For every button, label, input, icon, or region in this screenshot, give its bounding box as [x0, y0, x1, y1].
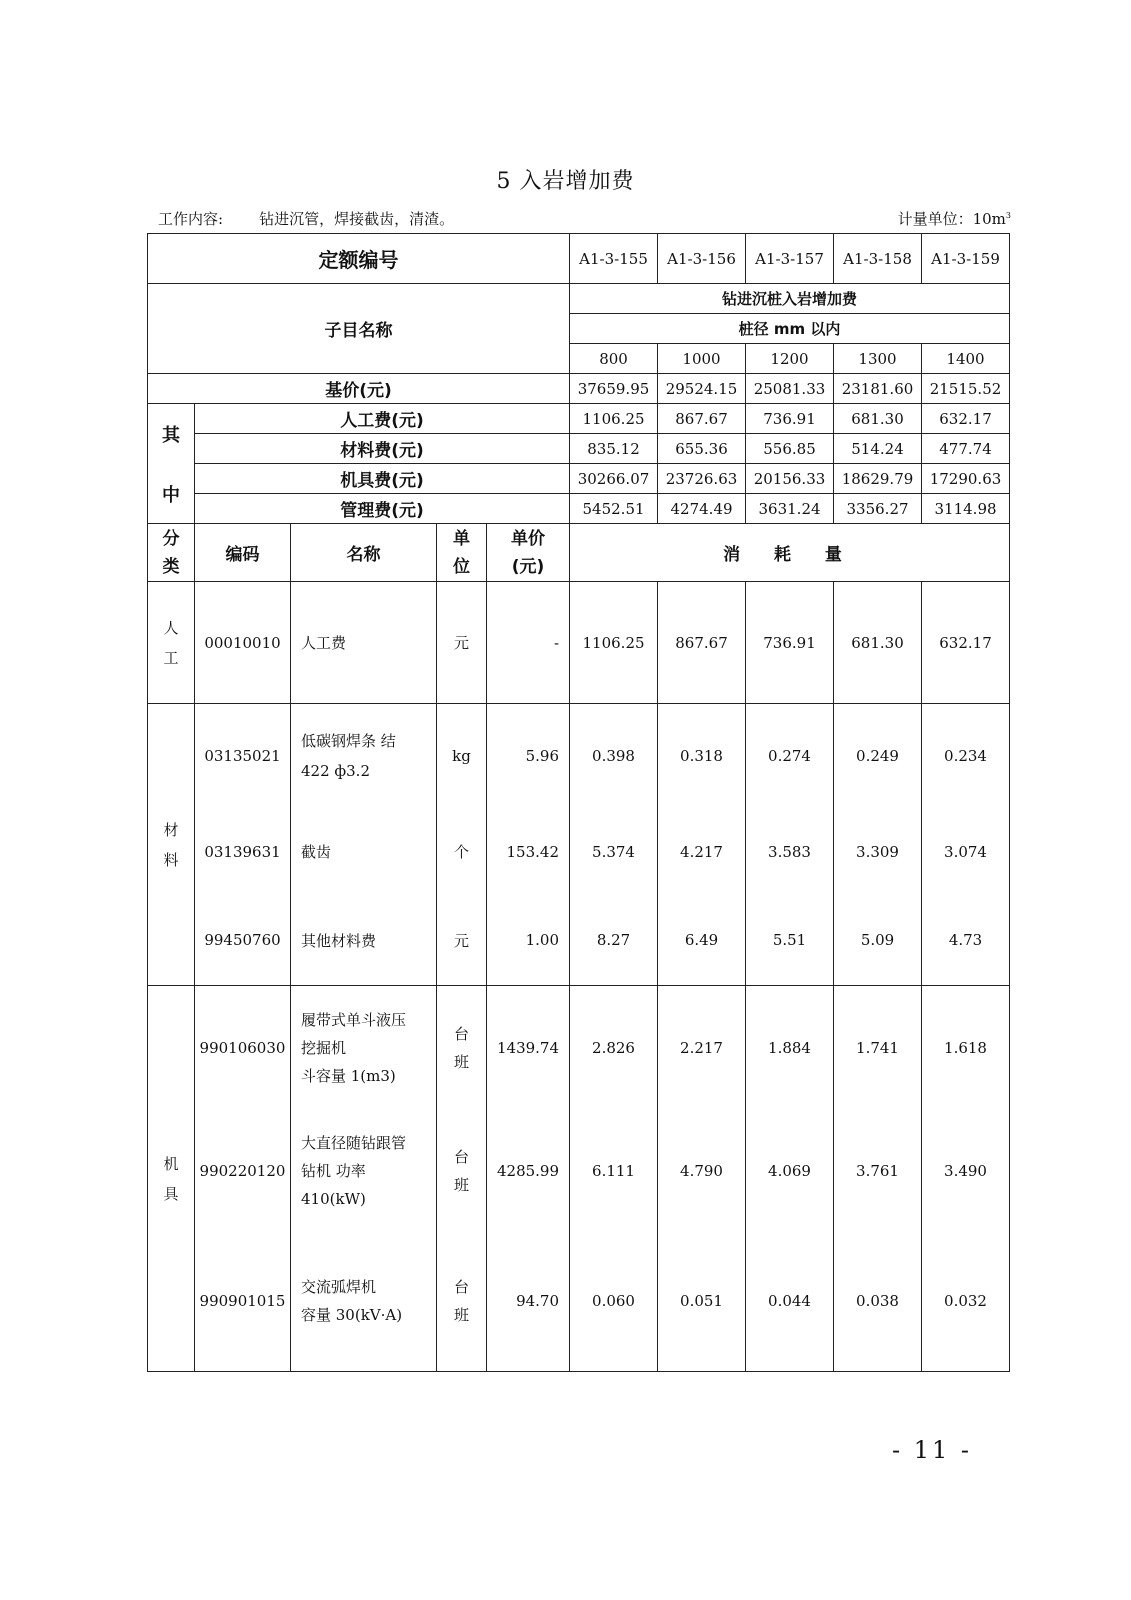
- consumption-cell: 0.274: [746, 704, 834, 808]
- item-name: [291, 704, 437, 808]
- item-unit: kg: [437, 704, 487, 808]
- table-row: [148, 808, 1010, 896]
- item-name: [291, 986, 437, 1110]
- consumption-cell: 5.374: [570, 808, 658, 896]
- consumption-cell: 3.490: [922, 1110, 1010, 1232]
- consumption-cell: 4.790: [658, 1110, 746, 1232]
- breakdown-cell: 20156.33: [746, 464, 834, 494]
- consumption-cell: 8.27: [570, 896, 658, 986]
- category-char: 人: [163, 618, 179, 637]
- breakdown-cell: 18629.79: [834, 464, 922, 494]
- base-price-row: [148, 374, 1010, 404]
- col-code: 编码: [195, 524, 291, 582]
- item-name-label: 子目名称: [148, 284, 570, 374]
- breakdown-cell: 867.67: [658, 404, 746, 434]
- consumption-cell: 1106.25: [570, 582, 658, 704]
- category-char: 具: [163, 1184, 179, 1203]
- consumption-cell: 632.17: [922, 582, 1010, 704]
- item-name-line: 大直径随钻跟管: [301, 1133, 407, 1152]
- item-price: -: [487, 582, 570, 704]
- item-name-line: 低碳钢焊条 结: [301, 731, 396, 750]
- category-char: 工: [163, 648, 179, 667]
- breakdown-cell: 477.74: [922, 434, 1010, 464]
- item-code: 990901015: [195, 1232, 291, 1372]
- table-row: [148, 986, 1010, 1110]
- page-title: 5 入岩增加费: [496, 169, 635, 194]
- col-category-char: 类: [162, 556, 180, 577]
- item-unit-char: 班: [453, 1175, 469, 1194]
- breakdown-cell: 556.85: [746, 434, 834, 464]
- table-row: [148, 582, 1010, 704]
- breakdown-label: 材料费(元): [195, 434, 570, 464]
- item-price: 4285.99: [487, 1110, 570, 1232]
- consumption-cell: 0.234: [922, 704, 1010, 808]
- breakdown-cell: 681.30: [834, 404, 922, 434]
- breakdown-cell: 3356.27: [834, 494, 922, 524]
- breakdown-cell: 514.24: [834, 434, 922, 464]
- item-unit: [437, 1232, 487, 1372]
- item-price: 1.00: [487, 896, 570, 986]
- col-unit-char: 位: [453, 556, 470, 577]
- item-code: 00010010: [195, 582, 291, 704]
- base-price-cell: 25081.33: [746, 374, 834, 404]
- consumption-cell: 5.09: [834, 896, 922, 986]
- item-unit: 个: [437, 808, 487, 896]
- among-char-1: 其: [162, 424, 180, 446]
- item-unit: 元: [437, 582, 487, 704]
- among-label: [148, 404, 195, 524]
- work-content: [158, 208, 454, 229]
- base-price-cell: 29524.15: [658, 374, 746, 404]
- work-content-text: 钻进沉管，焊接截齿，清渣。: [259, 210, 455, 228]
- item-name-line: 斗容量 1(m3): [301, 1066, 396, 1085]
- quota-code: A1-3-155: [570, 234, 658, 284]
- col-price-unit: (元): [511, 556, 545, 577]
- breakdown-cell: 17290.63: [922, 464, 1010, 494]
- breakdown-row: [148, 434, 1010, 464]
- work-content-label: 工作内容:: [158, 210, 224, 228]
- breakdown-cell: 23726.63: [658, 464, 746, 494]
- item-code: 990106030: [195, 986, 291, 1110]
- column-header-row: [148, 524, 1010, 582]
- item-name-row: [148, 284, 1010, 314]
- col-name: 名称: [291, 524, 437, 582]
- diameter-cell: 1400: [922, 344, 1010, 374]
- breakdown-label: 机具费(元): [195, 464, 570, 494]
- consumption-cell: 4.73: [922, 896, 1010, 986]
- quota-code: A1-3-159: [922, 234, 1010, 284]
- item-subtitle: 桩径 mm 以内: [570, 314, 1010, 344]
- breakdown-row: [148, 494, 1010, 524]
- quota-code: A1-3-156: [658, 234, 746, 284]
- breakdown-cell: 3114.98: [922, 494, 1010, 524]
- item-price: 94.70: [487, 1232, 570, 1372]
- item-price: 5.96: [487, 704, 570, 808]
- col-price: [487, 524, 570, 582]
- table-row: [148, 1232, 1010, 1372]
- consumption-cell: 1.618: [922, 986, 1010, 1110]
- consumption-cell: 3.583: [746, 808, 834, 896]
- item-code: 03135021: [195, 704, 291, 808]
- consumption-cell: 1.741: [834, 986, 922, 1110]
- unit-superscript: 3: [1005, 211, 1011, 220]
- item-unit: [437, 986, 487, 1110]
- consumption-cell: 0.249: [834, 704, 922, 808]
- item-price: 1439.74: [487, 986, 570, 1110]
- consumption-cell: 3.074: [922, 808, 1010, 896]
- breakdown-cell: 736.91: [746, 404, 834, 434]
- item-code: 03139631: [195, 808, 291, 896]
- consumption-cell: 6.111: [570, 1110, 658, 1232]
- breakdown-cell: 632.17: [922, 404, 1010, 434]
- col-consumption-label: 消 耗 量: [723, 545, 856, 565]
- item-name: [291, 1110, 437, 1232]
- quota-no-label: 定额编号: [148, 234, 570, 284]
- col-unit-char: 单: [453, 528, 470, 549]
- item-name: 其他材料费: [291, 896, 437, 986]
- consumption-cell: 4.217: [658, 808, 746, 896]
- consumption-cell: 0.060: [570, 1232, 658, 1372]
- breakdown-cell: 5452.51: [570, 494, 658, 524]
- base-price-cell: 37659.95: [570, 374, 658, 404]
- item-unit: 元: [437, 896, 487, 986]
- consumption-cell: 1.884: [746, 986, 834, 1110]
- breakdown-cell: 835.12: [570, 434, 658, 464]
- category-char: 料: [163, 850, 179, 869]
- col-consumption: [570, 524, 1010, 582]
- consumption-cell: 2.217: [658, 986, 746, 1110]
- category-char: 机: [163, 1154, 179, 1173]
- table-row: [148, 704, 1010, 808]
- item-code: 990220120: [195, 1110, 291, 1232]
- consumption-cell: 4.069: [746, 1110, 834, 1232]
- col-category-char: 分: [162, 528, 180, 549]
- item-name-line: 422 ф3.2: [301, 761, 370, 780]
- page-number: - 11 -: [892, 1436, 973, 1464]
- item-price: 153.42: [487, 808, 570, 896]
- consumption-cell: 0.051: [658, 1232, 746, 1372]
- table-row: [148, 896, 1010, 986]
- diameter-cell: 1300: [834, 344, 922, 374]
- consumption-cell: 0.038: [834, 1232, 922, 1372]
- item-unit: [437, 1110, 487, 1232]
- item-name-line: 容量 30(kV·A): [301, 1306, 403, 1325]
- quota-table: [147, 233, 1010, 1372]
- breakdown-label: 人工费(元): [195, 404, 570, 434]
- item-name-line: 410(kW): [301, 1189, 366, 1208]
- breakdown-cell: 655.36: [658, 434, 746, 464]
- col-unit: [437, 524, 487, 582]
- item-name-line: 履带式单斗液压: [301, 1010, 407, 1029]
- item-unit-char: 班: [453, 1052, 469, 1071]
- item-name: 人工费: [291, 582, 437, 704]
- item-name-line: 钻机 功率: [301, 1161, 366, 1180]
- base-price-cell: 23181.60: [834, 374, 922, 404]
- consumption-cell: 6.49: [658, 896, 746, 986]
- breakdown-cell: 4274.49: [658, 494, 746, 524]
- category-labor: [148, 582, 195, 704]
- quota-code: A1-3-158: [834, 234, 922, 284]
- consumption-cell: 0.318: [658, 704, 746, 808]
- item-unit-char: 班: [453, 1306, 469, 1325]
- consumption-cell: 3.761: [834, 1110, 922, 1232]
- item-title: 钻进沉桩入岩增加费: [570, 284, 1010, 314]
- breakdown-cell: 3631.24: [746, 494, 834, 524]
- unit-label: 计量单位：10m: [897, 210, 1006, 228]
- diameter-cell: 1000: [658, 344, 746, 374]
- consumption-cell: 0.032: [922, 1232, 1010, 1372]
- breakdown-row: [148, 464, 1010, 494]
- base-price-label: 基价(元): [148, 374, 570, 404]
- breakdown-label: 管理费(元): [195, 494, 570, 524]
- diameter-cell: 1200: [746, 344, 834, 374]
- consumption-cell: 867.67: [658, 582, 746, 704]
- item-name: 截齿: [291, 808, 437, 896]
- quota-number-row: [148, 234, 1010, 284]
- breakdown-row: [148, 404, 1010, 434]
- item-unit-char: 台: [453, 1147, 469, 1166]
- consumption-cell: 681.30: [834, 582, 922, 704]
- breakdown-cell: 30266.07: [570, 464, 658, 494]
- item-code: 99450760: [195, 896, 291, 986]
- item-unit-char: 台: [453, 1024, 469, 1043]
- item-name: [291, 1232, 437, 1372]
- among-char-2: 中: [162, 484, 180, 506]
- col-price-label: 单价: [511, 528, 545, 549]
- quota-code: A1-3-157: [746, 234, 834, 284]
- consumption-cell: 736.91: [746, 582, 834, 704]
- base-price-cell: 21515.52: [922, 374, 1010, 404]
- measurement-unit: [898, 208, 1011, 229]
- category-material: [148, 704, 195, 986]
- category-machine: [148, 986, 195, 1372]
- breakdown-cell: 1106.25: [570, 404, 658, 434]
- consumption-cell: 2.826: [570, 986, 658, 1110]
- consumption-cell: 5.51: [746, 896, 834, 986]
- item-name-line: 挖掘机: [301, 1038, 347, 1057]
- category-char: 材: [163, 820, 179, 839]
- diameter-cell: 800: [570, 344, 658, 374]
- consumption-cell: 0.398: [570, 704, 658, 808]
- consumption-cell: 0.044: [746, 1232, 834, 1372]
- table-row: [148, 1110, 1010, 1232]
- consumption-cell: 3.309: [834, 808, 922, 896]
- item-name-line: 交流弧焊机: [301, 1278, 377, 1297]
- col-category: [148, 524, 195, 582]
- item-unit-char: 台: [453, 1278, 469, 1297]
